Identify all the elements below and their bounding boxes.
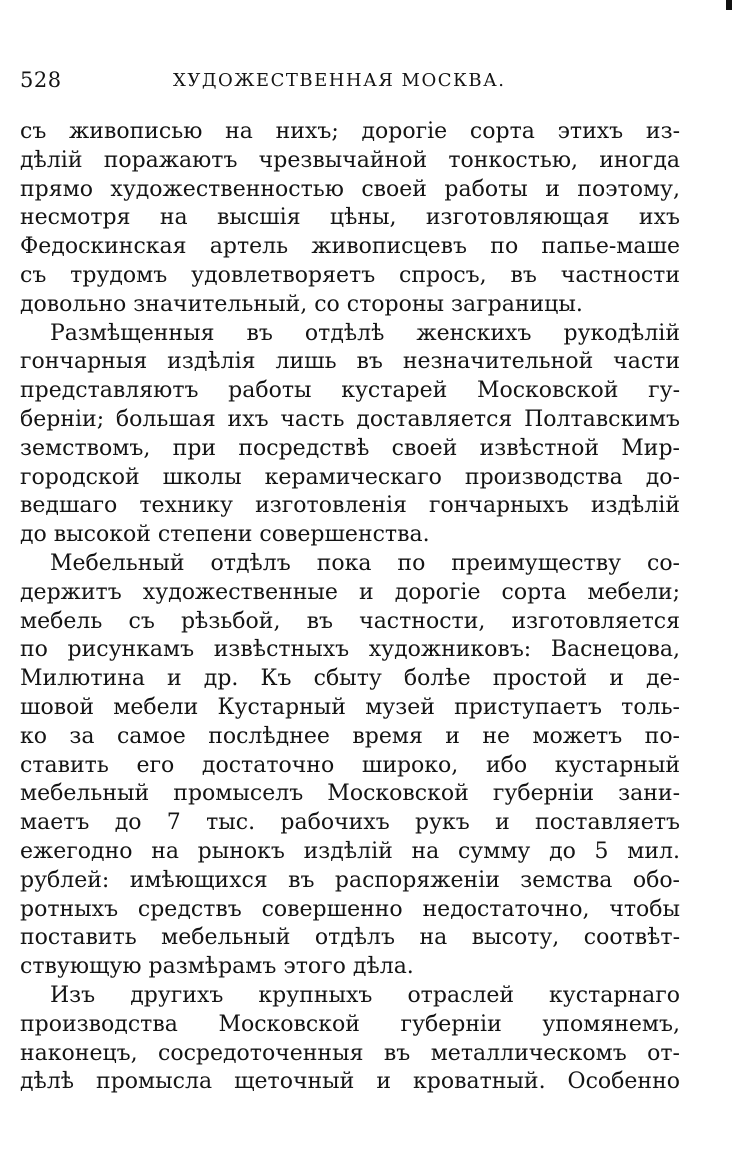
text-line: ежегодно на рынокъ издѣлій на сумму до 5 мил. bbox=[20, 838, 680, 864]
text-line: шовой мебели Кустарный музей приступаетъ толь- bbox=[20, 694, 680, 720]
text-line: ствующую размѣрамъ этого дѣла. bbox=[20, 954, 414, 980]
text-line: ротныхъ средствъ совершенно недостаточно, чтобы bbox=[20, 896, 680, 922]
text-line: несмотря на высшія цѣны, изготовляющая ихъ bbox=[20, 205, 680, 231]
text-line: дѣлѣ промысла щеточный и кроватный. Особенно bbox=[20, 1069, 680, 1095]
text-line: наконецъ, сосредоточенныя въ металлическомъ от- bbox=[20, 1040, 680, 1066]
text-line: Мебельный отдѣлъ пока по преимуществу со- bbox=[50, 550, 680, 576]
paragraph bbox=[20, 118, 680, 320]
text-line: земствомъ, при посредствѣ своей извѣстной Мир- bbox=[20, 435, 680, 461]
text-line: съ живописью на нихъ; дорогіе сорта этихъ из- bbox=[20, 119, 680, 144]
text-line: поставить мебельный отдѣлъ на высоту, соотвѣт- bbox=[20, 925, 680, 951]
text-line: берніи; большая ихъ часть доставляется Полтавскимъ bbox=[20, 406, 680, 432]
text-line: Милютина и др. Къ сбыту болѣе простой и де- bbox=[20, 666, 680, 692]
text-line: до высокой степени совершенства. bbox=[20, 522, 430, 548]
text-line: гончарныя издѣлія лишь въ незначительной части bbox=[20, 349, 680, 375]
text-line: ставить его достаточно широко, ибо кустарный bbox=[20, 752, 680, 778]
text-line: Размѣщенныя въ отдѣлѣ женскихъ рукодѣлій bbox=[50, 320, 680, 346]
text-line: прямо художественностью своей работы и поэтому, bbox=[20, 176, 680, 202]
text-line: мебельный промыселъ Московской губерніи зани- bbox=[20, 781, 680, 807]
text-line: представляютъ работы кустарей Московской гу- bbox=[20, 378, 680, 404]
text-line: маетъ до 7 тыс. рабочихъ рукъ и поставляетъ bbox=[20, 810, 680, 836]
running-title: ХУДОЖЕСТВЕННАЯ МОСКВА. bbox=[173, 70, 506, 91]
paragraph bbox=[20, 982, 680, 1097]
page-number: 528 bbox=[20, 68, 62, 92]
text-line: по рисункамъ извѣстныхъ художниковъ: Васнецова, bbox=[20, 637, 680, 663]
text-line: мебель съ рѣзьбой, въ частности, изготовляется bbox=[20, 608, 680, 634]
paragraph bbox=[20, 550, 680, 982]
text-line: Федоскинская артель живописцевъ по папье-маше bbox=[20, 234, 680, 260]
text-line: довольно значительный, со стороны заграницы. bbox=[20, 291, 583, 317]
text-line: ко за самое послѣднее время и не можетъ по- bbox=[20, 723, 680, 749]
page-edge-mark bbox=[726, 0, 732, 10]
text-line: съ трудомъ удовлетворяетъ спросъ, въ частности bbox=[20, 262, 680, 288]
text-line: производства Московской губерніи упомянемъ, bbox=[20, 1011, 680, 1037]
text-line: держитъ художественные и дорогіе сорта мебели; bbox=[20, 579, 680, 605]
text-line: городской школы керамическаго производства до- bbox=[20, 464, 680, 490]
text-line: рублей: имѣющихся въ распоряженіи земства обо- bbox=[20, 867, 680, 893]
text-line: ведшаго технику изготовленія гончарныхъ издѣлій bbox=[20, 493, 680, 519]
text-line: дѣлій поражаютъ чрезвычайной тонкостью, иногда bbox=[20, 147, 680, 173]
body-text bbox=[20, 118, 680, 1097]
text-line: Изъ другихъ крупныхъ отраслей кустарнаго bbox=[50, 982, 680, 1008]
paragraph bbox=[20, 320, 680, 550]
page-header bbox=[20, 68, 680, 104]
